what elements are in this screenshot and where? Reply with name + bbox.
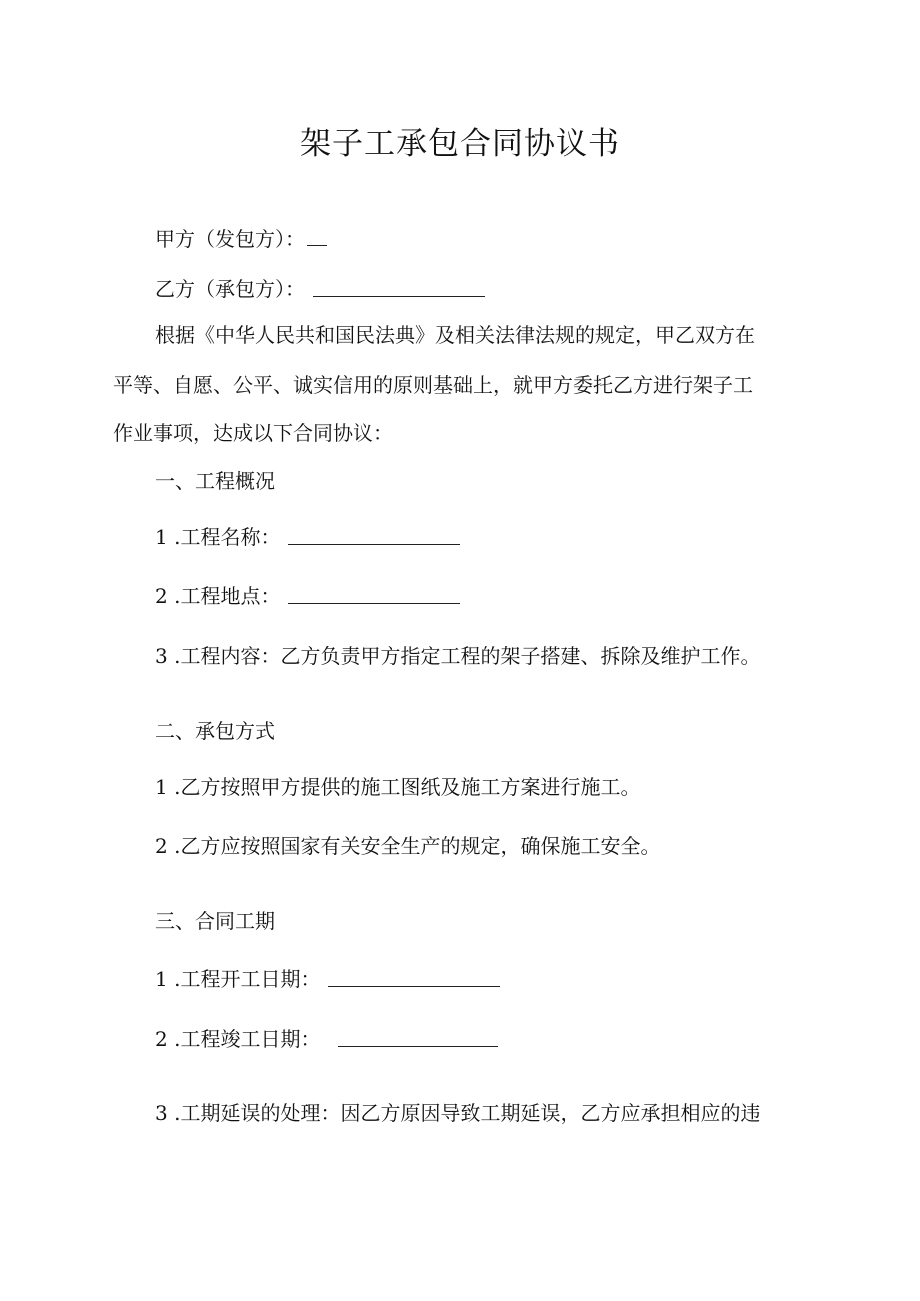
- section-2-item-1: [155, 772, 640, 802]
- item-number: 1: [155, 967, 168, 991]
- completion-date-blank: [338, 1026, 498, 1047]
- project-location-blank: [288, 583, 460, 604]
- item-text: .工程名称：: [174, 525, 281, 549]
- section-heading-1: 一、工程概况: [155, 469, 275, 493]
- start-date-blank: [328, 966, 500, 987]
- intro-line-1: 根据《中华人民共和国民法典》及相关法律法规的规定，甲乙双方在: [155, 323, 755, 347]
- party-b-blank: [313, 276, 485, 297]
- section-3-item-1: [155, 964, 500, 994]
- item-text: .工程竣工日期：: [174, 1027, 321, 1051]
- item-text: .乙方应按照国家有关安全生产的规定，确保施工安全。: [174, 834, 661, 858]
- item-number: 1: [155, 775, 168, 799]
- party-a-dash: [307, 233, 327, 246]
- party-b-line: [155, 274, 485, 304]
- party-b-label: 乙方（承包方）：: [155, 277, 305, 301]
- section-heading-3: 三、合同工期: [155, 909, 275, 933]
- item-number: 3: [155, 1101, 168, 1125]
- party-a-line: [155, 224, 327, 254]
- item-number: 2: [155, 584, 168, 608]
- item-text: .工程开工日期：: [174, 967, 321, 991]
- item-text: .乙方按照甲方提供的施工图纸及施工方案进行施工。: [174, 775, 641, 799]
- section-heading-2: 二、承包方式: [155, 719, 275, 743]
- section-1-item-1: [155, 522, 460, 552]
- section-2-item-2: [155, 831, 660, 861]
- intro-line-3: 作业事项，达成以下合同协议：: [113, 421, 393, 445]
- item-text: .工程内容：乙方负责甲方指定工程的架子搭建、拆除及维护工作。: [174, 644, 761, 668]
- document-title: 架子工承包合同协议书: [300, 126, 620, 162]
- item-number: 1: [155, 525, 168, 549]
- project-name-blank: [288, 524, 460, 545]
- item-text: .工期延误的处理：因乙方原因导致工期延误，乙方应承担相应的违: [174, 1101, 761, 1125]
- item-text: .工程地点：: [174, 584, 281, 608]
- party-a-label: 甲方（发包方）：: [155, 227, 305, 251]
- section-3-item-2: [155, 1024, 498, 1054]
- section-1-item-2: [155, 581, 460, 611]
- intro-line-2: 平等、自愿、公平、诚实信用的原则基础上，就甲方委托乙方进行架子工: [113, 373, 753, 397]
- section-3-item-3: [155, 1098, 760, 1128]
- section-1-item-3: [155, 641, 760, 671]
- item-number: 2: [155, 1027, 168, 1051]
- item-number: 3: [155, 644, 168, 668]
- item-number: 2: [155, 834, 168, 858]
